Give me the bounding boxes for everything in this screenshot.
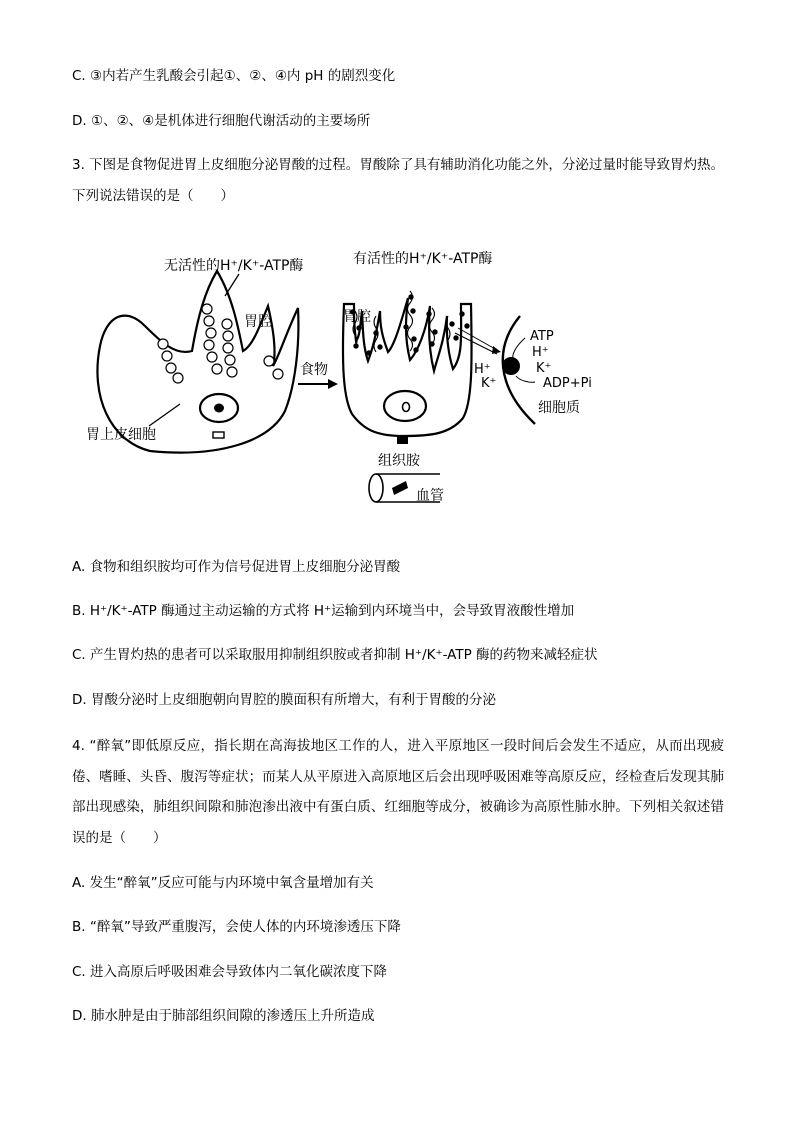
label-active-enzyme: 有活性的H⁺/K⁺-ATP酶 (353, 251, 493, 267)
label-histamine: 组织胺 (378, 453, 420, 469)
label-inactive-enzyme: 无活性的H⁺/K⁺-ATP酶 (164, 258, 304, 274)
q4-option-c: C. 进入高原后呼吸困难会导致体内二氧化碳浓度下降 (72, 964, 388, 980)
label-atp: ATP (530, 329, 554, 344)
q4-option-a: A. 发生“醉氧”反应可能与内环境中氧含量增加有关 (72, 875, 374, 891)
label-k-left: K⁺ (481, 376, 497, 391)
label-k-right: K⁺ (536, 361, 552, 376)
label-lumen-right: 胃腔 (343, 309, 371, 325)
q3-option-a: A. 食物和组织胺均可作为信号促进胃上皮细胞分泌胃酸 (72, 559, 401, 575)
label-vessel: 血管 (416, 488, 444, 504)
left-nucleolus (214, 404, 224, 413)
label-h-right: H⁺ (532, 345, 549, 360)
right-nucleus (384, 391, 426, 421)
q4-option-b: B. “醉氧”导致严重腹泻，会使人体的内环境渗透压下降 (72, 919, 401, 935)
q4-stem: 4. “醉氧”即低原反应，指长期在高海拔地区工作的人，进入平原地区一段时间后会发生不适应，从而出现疲倦、嗜睡、头昏、腹泻等症状；而某人从平原进入高原地区后会出现呼吸困难等高原反应，经检查后发现其肺部出现感染，肺组织间隙和肺泡渗出液中有蛋白质、红细胞等成分，被确诊为高原性肺水肿。下列相关叙述错误的是（ ） (72, 738, 724, 846)
q4-option-d: D. 肺水肿是由于肺部组织间隙的渗透压上升所造成 (72, 1008, 375, 1024)
label-epithelial-cell: 胃上皮细胞 (86, 427, 156, 443)
label-food: 食物 (300, 362, 328, 378)
label-cytoplasm: 细胞质 (538, 400, 580, 416)
histamine-receptor (397, 435, 408, 444)
q3-option-c: C. 产生胃灼热的患者可以采取服用抑制组织胺或者抑制 H⁺/K⁺-ATP 酶的药物来减轻症状 (72, 647, 598, 663)
q2-option-d: D. ①、②、④是机体进行细胞代谢活动的主要场所 (72, 113, 371, 129)
gastric-acid-secretion-figure (80, 236, 620, 526)
q2-option-c: C. ③内若产生乳酸会引起①、②、④内 pH 的剧烈变化 (72, 68, 396, 84)
q3-option-b: B. H⁺/K⁺-ATP 酶通过主动运输的方式将 H⁺运输到内环境当中，会导致胃液酸性增加 (72, 603, 575, 619)
label-h-left: H⁺ (474, 362, 491, 377)
label-lumen-left: 胃腔 (244, 314, 272, 330)
q3-option-d: D. 胃酸分泌时上皮细胞朝向胃腔的膜面积有所增大，有利于胃酸的分泌 (72, 692, 496, 708)
label-adp: ADP+Pi (543, 376, 592, 391)
q3-stem: 3. 下图是食物促进胃上皮细胞分泌胃酸的过程。胃酸除了具有辅助消化功能之外，分泌过量时能导致胃灼热。下列说法错误的是（ ） (72, 157, 724, 204)
atp-pump (502, 357, 520, 375)
